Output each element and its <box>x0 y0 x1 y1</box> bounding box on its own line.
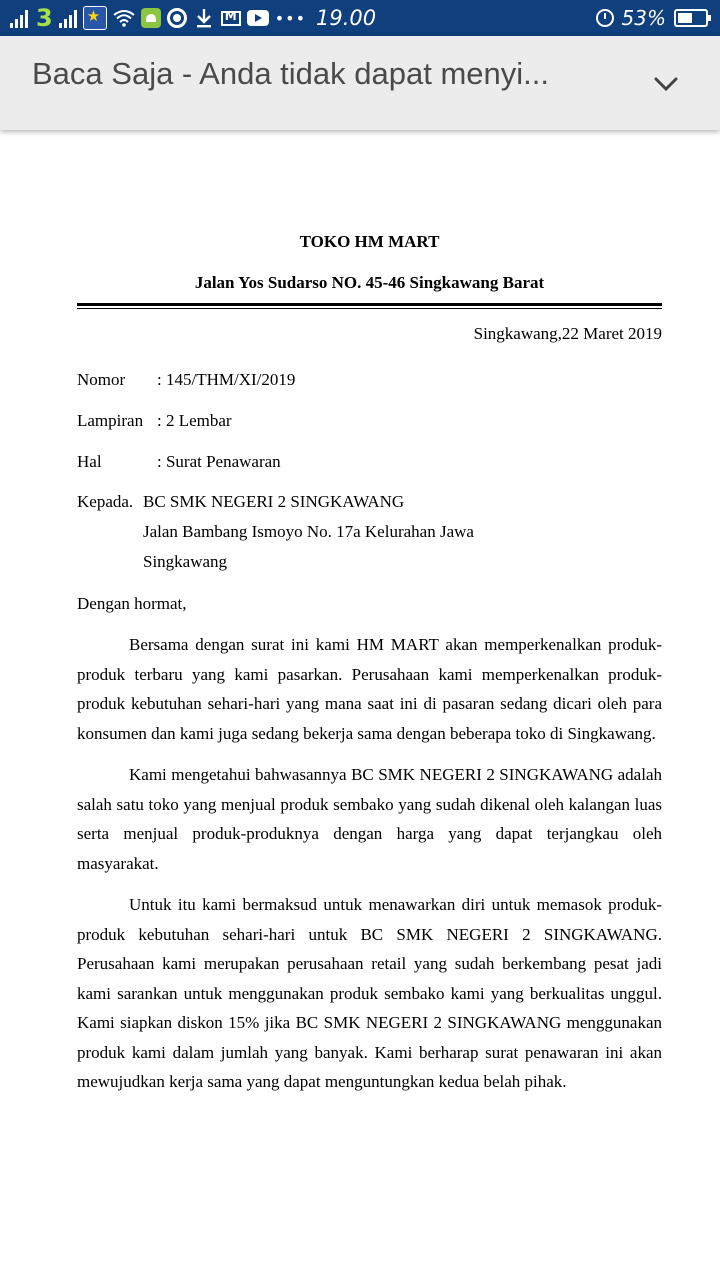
recipient-address: Jalan Bambang Ismoyo No. 17a Kelurahan Jawa <box>143 522 474 541</box>
greeting: Dengan hormat, <box>77 594 187 613</box>
more-dots-icon: ••• <box>274 8 307 28</box>
meta-row-nomor <box>77 365 662 395</box>
recipient-block <box>77 487 662 577</box>
meta-key: Hal <box>77 452 102 471</box>
clock-time: 19.00 <box>316 6 377 30</box>
app-bar <box>0 36 720 130</box>
meta-row-hal <box>77 447 662 477</box>
letter-meta <box>77 365 662 477</box>
body-paragraph: Untuk itu kami bermaksud untuk menawarkan diri untuk memasok produk-produk kebutuhan sehari-hari untuk BC SMK NEGERI 2 SINGKAWANG. Perusahaan kami merupakan perusahaan retail yang sudah berkembang pesat jadi kami sarankan untuk menggunakan produk sembako kami yang berkualitas unggul. Kami siapkan diskon 15% jika BC SMK NEGERI 2 SINGKAWANG menggunakan produk kami dalam jumlah yang banyak. Kami berharap surat penawaran ini akan mewujudkan kerja sama yang dapat menguntungkan kedua belah pihak. <box>77 895 662 1091</box>
meta-value: : 145/THM/XI/2019 <box>157 370 296 389</box>
meta-key: Nomor <box>77 370 126 389</box>
status-bar-left <box>10 4 376 32</box>
gmail-icon <box>221 11 241 26</box>
letterhead <box>77 228 662 297</box>
battery-fill <box>678 13 692 23</box>
document-page <box>77 228 662 1097</box>
body-paragraph: Kami mengetahui bahwasannya BC SMK NEGERI 2 SINGKAWANG adalah salah satu toko yang menjual produk sembako yang sudah dikenal oleh kalangan luas serta menjual produk-produknya dengan harga yang dapat terjangkau oleh masyarakat. <box>77 765 662 873</box>
meta-key: Lampiran <box>77 411 144 430</box>
battery-icon <box>674 9 708 27</box>
letterhead-divider <box>77 303 662 309</box>
recipient-lines <box>143 487 474 577</box>
status-bar <box>0 0 720 36</box>
recipient-city: Singkawang <box>143 552 228 571</box>
android-icon <box>141 8 161 28</box>
company-name: TOKO HM MART <box>299 232 440 251</box>
meta-value: : Surat Penawaran <box>157 452 281 471</box>
company-address: Jalan Yos Sudarso NO. 45-46 Singkawang Barat <box>194 273 545 292</box>
alarm-icon <box>596 9 614 27</box>
download-icon <box>193 7 215 29</box>
chrome-icon <box>167 8 187 28</box>
recipient-label: Kepada. <box>77 492 134 511</box>
wifi-icon <box>113 7 135 29</box>
body-paragraph: Bersama dengan surat ini kami HM MART akan memperkenalkan produk-produk terbaru yang kami pasarkan. Perusahaan kami memperkenalkan produk-produk kebutuhan sehari-hari yang mana saat ini di pasaran sedang dicari oleh para konsumen dan kami juga sedang bekerja sama dengan beberapa toko di Singkawang. <box>77 635 662 743</box>
youtube-icon <box>247 10 269 26</box>
chevron-down-icon[interactable] <box>648 66 684 102</box>
meta-row-lampiran <box>77 406 662 436</box>
status-bar-right <box>596 4 708 32</box>
signal-icon <box>10 8 28 28</box>
signal-icon <box>59 8 77 28</box>
xl-icon <box>83 6 107 30</box>
network-operator-icon: 3 <box>36 4 53 32</box>
letter-date: Singkawang,22 Maret 2019 <box>473 324 662 343</box>
meta-value: : 2 Lembar <box>157 411 232 430</box>
recipient-name: BC SMK NEGERI 2 SINGKAWANG <box>143 492 405 511</box>
read-only-banner-title: Baca Saja - Anda tidak dapat menyi... <box>32 56 549 91</box>
battery-percentage: 53% <box>621 6 666 30</box>
